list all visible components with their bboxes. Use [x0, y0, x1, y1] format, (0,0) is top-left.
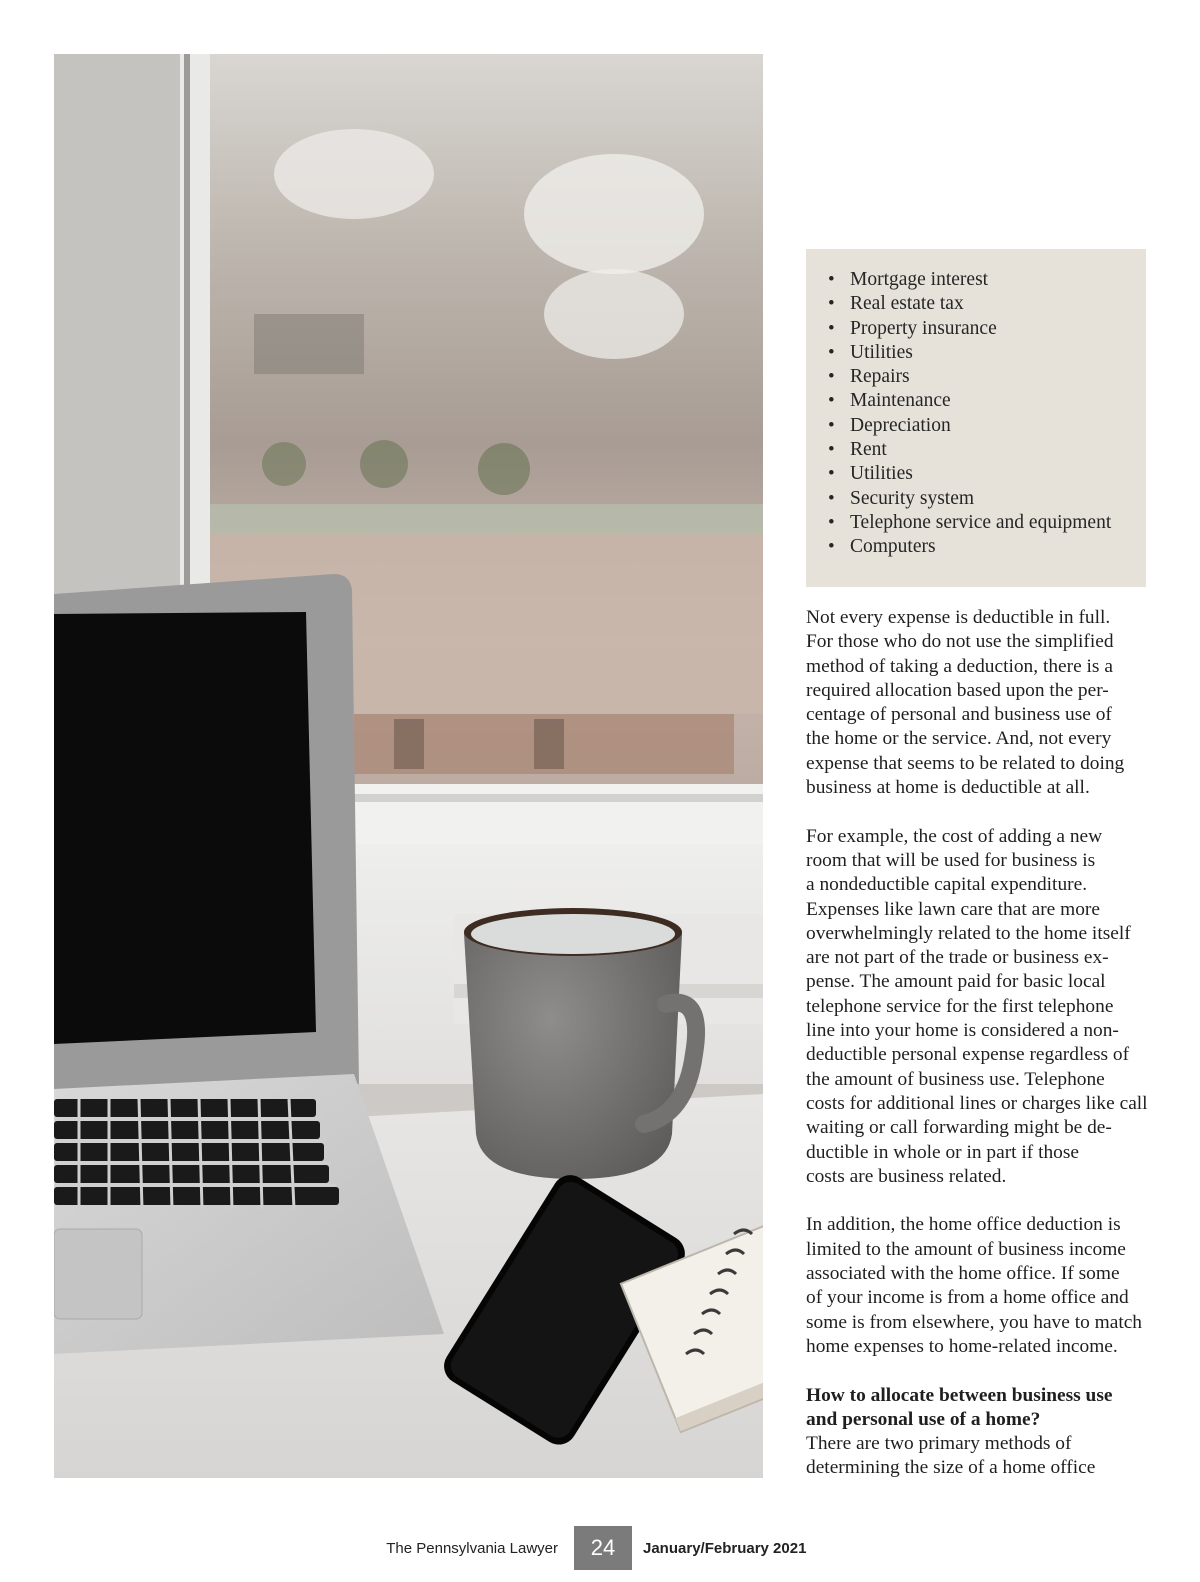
paragraph-business-income-limit: In addition, the home office deduction is limited to the amount of business income associated with the home office. If some of your income is from a home office and some is from elsewhere, you have to match home expenses to home-related income.: [806, 1214, 1143, 1357]
list-item: [826, 511, 1136, 535]
list-item: [826, 292, 1136, 316]
list-item-label: Computers: [850, 536, 936, 558]
bullet: •: [828, 390, 835, 412]
list-item: [826, 317, 1136, 341]
bullet: •: [828, 269, 835, 290]
bullet: •: [828, 366, 835, 388]
list-item-label: Depreciation: [850, 414, 951, 436]
bullet: •: [828, 439, 835, 461]
list-item: [826, 389, 1136, 413]
bullet: •: [828, 293, 835, 315]
list-item: [826, 414, 1136, 438]
list-item-label: Rent: [850, 439, 887, 461]
paragraph-example: For example, the cost of adding a new room that will be used for business is a nondeductible capital expenditure. Expenses like lawn care that are more overwhelmingly related to the home itself are not part of the trade or business ex- pense. The amount paid for basic local telephone service for the first telephone line into your home is considered a non- deductible personal expense regardless of the amount of business use. Telephone costs for additional lines or charges like call waiting or call forwarding might be de- ductible in whole or in part if those costs are business related.: [806, 825, 1148, 1187]
bullet: •: [828, 511, 835, 533]
list-item: [826, 341, 1136, 365]
list-item-label: Utilities: [850, 463, 913, 485]
list-item-label: Repairs: [850, 366, 910, 388]
deductible-expenses-list: [826, 268, 1136, 560]
list-item: [826, 365, 1136, 389]
list-item-label: Property insurance: [850, 317, 997, 339]
list-item-label: Maintenance: [850, 390, 951, 412]
list-item: [826, 535, 1136, 559]
list-item: [826, 487, 1136, 511]
list-item: [826, 462, 1136, 486]
subheading-allocation: How to allocate between business use and personal use of a home?: [806, 1384, 1113, 1430]
list-item-label: Telephone service and equipment: [850, 511, 1112, 533]
list-item-label: Security system: [850, 487, 975, 509]
paragraph-deductible-in-full: Not every expense is deductible in full. For those who do not use the simplified method of taking a deduction, there is a required allocation based upon the per- centage of personal and business use of the home or the service. And, not every expense that seems to be related to doing business at home is deductible at all.: [806, 607, 1125, 799]
list-item: [826, 438, 1136, 462]
list-item-label: Utilities: [850, 341, 913, 363]
bullet: •: [828, 341, 835, 363]
bullet: •: [828, 414, 835, 436]
deductible-expenses-box: [806, 249, 1146, 587]
paragraph-primary-methods: There are two primary methods of determining the size of a home office: [806, 1433, 1096, 1479]
page-footer: [0, 1526, 1200, 1570]
article-photo: [54, 54, 763, 1478]
publication-name: The Pennsylvania Lawyer: [386, 1540, 558, 1557]
article-body: [806, 606, 1156, 1481]
laptop-coffee-photo: [54, 54, 763, 1478]
issue-date: January/February 2021: [643, 1540, 807, 1557]
page-number: 24: [574, 1526, 632, 1570]
list-item-label: Mortgage interest: [850, 269, 989, 290]
bullet: •: [828, 317, 835, 339]
bullet: •: [828, 536, 835, 558]
bullet: •: [828, 487, 835, 509]
bullet: •: [828, 463, 835, 485]
list-item-label: Real estate tax: [850, 293, 964, 315]
list-item: [826, 268, 1136, 292]
